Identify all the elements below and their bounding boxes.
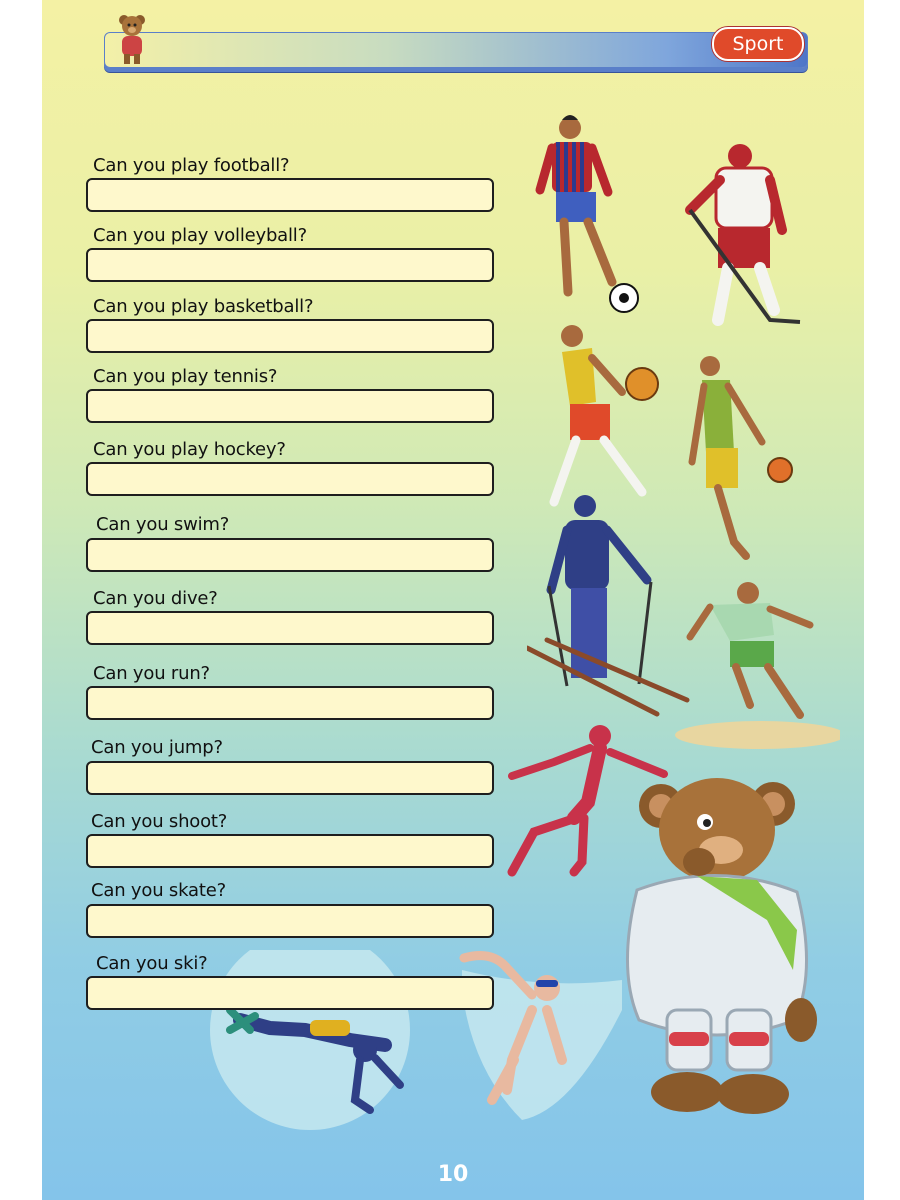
mini-bear-illustration [112,10,152,66]
answer-field[interactable] [86,761,494,795]
workbook-page [42,0,864,1200]
question-label: Can you ski? [96,953,208,974]
page-number: 10 [437,1162,469,1187]
answer-field[interactable] [86,462,494,496]
bear-astronaut-illustration [617,770,817,1130]
question-label: Can you shoot? [91,811,228,832]
answer-field[interactable] [86,686,494,720]
basketball-player-illustration [682,352,812,564]
question-label: Can you dive? [93,588,218,609]
question-label: Can you jump? [91,737,223,758]
answer-field[interactable] [86,248,494,282]
answer-field[interactable] [86,611,494,645]
question-label: Can you run? [93,663,210,684]
answer-field[interactable] [86,834,494,868]
question-label: Can you play football? [93,155,290,176]
football-player-illustration [532,112,652,317]
answer-field[interactable] [86,976,494,1010]
question-label: Can you swim? [96,514,230,535]
question-label: Can you play basketball? [93,296,314,317]
question-label: Can you play hockey? [93,439,286,460]
answer-field[interactable] [86,319,494,353]
question-label: Can you play volleyball? [93,225,307,246]
header-bar [104,32,808,68]
answer-field[interactable] [86,389,494,423]
hockey-player-illustration [670,140,810,345]
answer-field[interactable] [86,904,494,938]
answer-field[interactable] [86,178,494,212]
runner-illustration [670,575,840,750]
question-label: Can you play tennis? [93,366,278,387]
section-badge: Sport [712,27,804,61]
question-label: Can you skate? [91,880,226,901]
answer-field[interactable] [86,538,494,572]
